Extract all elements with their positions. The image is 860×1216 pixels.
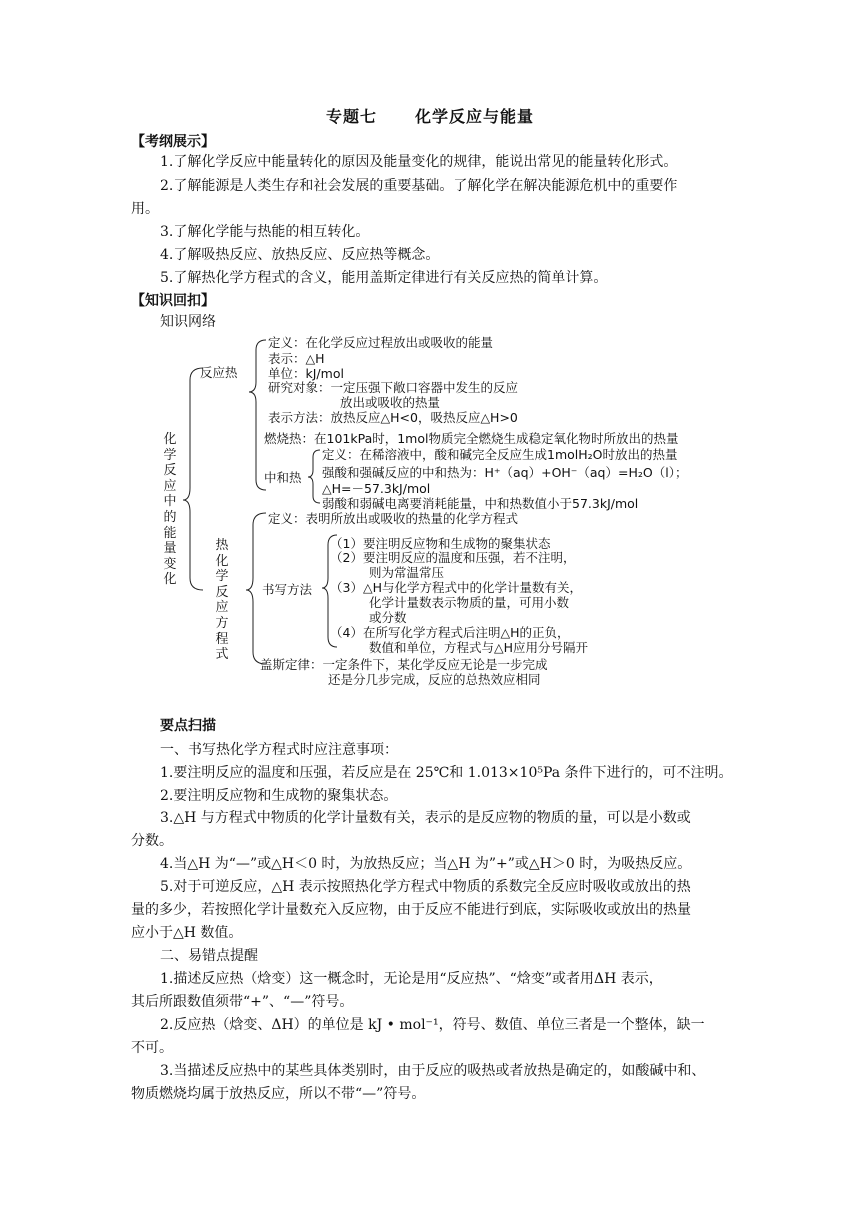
net-neutralization-definition: 定义：在稀溶液中，酸和碱完全反应生成1molH₂O时放出的热量 bbox=[322, 447, 678, 462]
neutralization-heat-label: 中和热 bbox=[264, 470, 302, 485]
error-point-1-cont: 其后所跟数值须带“+”、“—”符号。 bbox=[131, 994, 354, 1010]
ydsm-point-3: 3.△H 与方程式中物质的化学计量数有关，表示的是反应物的物质的量，可以是小数或 bbox=[160, 810, 691, 826]
title-name: 化学反应与能量 bbox=[415, 107, 535, 126]
error-point-2-cont: 不可。 bbox=[131, 1040, 173, 1056]
net-combustion-heat: 燃烧热：在101kPa时，1mol物质完全燃烧生成稳定氧化物时所放出的热量 bbox=[264, 431, 679, 446]
net-writing-rule-3-cont2: 或分数 bbox=[369, 610, 407, 625]
kgzs-item-1: 1.了解化学反应中能量转化的原因及能量变化的规律，能说出常见的能量转化形式。 bbox=[160, 154, 678, 170]
network-label: 知识网络 bbox=[160, 314, 216, 330]
net-hess-law: 盖斯定律：一定条件下，某化学反应无论是一步完成 bbox=[260, 657, 548, 672]
ydsm-point-5: 5.对于可逆反应，△H 表示按照热化学方程式中物质的系数完全反应时吸收或放出的热 bbox=[160, 879, 691, 895]
section-heading-ydsm: 要点扫描 bbox=[160, 718, 216, 734]
title-number: 专题七 bbox=[325, 107, 377, 126]
net-writing-rule-4: （4）在所写化学方程式后注明△H的正负， bbox=[330, 625, 570, 640]
net-weak-acid-base: 弱酸和弱碱电离要消耗能量，中和热数值小于57.3kJ/mol bbox=[322, 496, 639, 511]
net-hess-law-cont: 还是分几步完成，反应的总热效应相同 bbox=[328, 672, 541, 687]
ydsm-subheading-1: 一、书写热化学方程式时应注意事项： bbox=[160, 742, 398, 758]
net-writing-rule-4-cont: 数值和单位，方程式与△H应用分号隔开 bbox=[369, 640, 589, 655]
ydsm-point-3-cont: 分数。 bbox=[131, 833, 173, 849]
kgzs-item-5: 5.了解热化学方程式的含义，能用盖斯定律进行有关反应热的简单计算。 bbox=[160, 270, 608, 286]
error-point-2: 2.反应热（焓变、ΔH）的单位是 kJ • mol⁻¹，符号、数值、单位三者是一个整体，缺一 bbox=[160, 1017, 705, 1033]
section-heading-zshk: 【知识回扣】 bbox=[131, 293, 215, 309]
net-symbol: 表示：△H bbox=[268, 351, 325, 366]
reaction-equation-label: 热化学反应方程式 bbox=[215, 538, 229, 663]
ydsm-point-5-cont: 量的多少，若按照化学计量数充入反应物，由于反应不能进行到底，实际吸收或放出的热量 bbox=[131, 902, 691, 918]
ydsm-point-1: 1.要注明反应的温度和压强，若反应是在 25℃和 1.013×10⁵Pa 条件下进行的，可不注明。 bbox=[160, 765, 733, 781]
ydsm-point-2: 2.要注明反应物和生成物的聚集状态。 bbox=[160, 788, 398, 804]
net-research-object-cont: 放出或吸收的热量 bbox=[340, 395, 441, 410]
kgzs-item-3: 3.了解化学能与热能的相互转化。 bbox=[160, 224, 370, 240]
net-notation-method: 表示方法：放热反应△H<0，吸热反应△H>0 bbox=[268, 410, 518, 425]
net-writing-rule-2-cont: 则为常温常压 bbox=[369, 565, 445, 580]
writing-method-label: 书写方法 bbox=[262, 582, 313, 597]
net-writing-rule-1: （1）要注明反应物和生成物的聚集状态 bbox=[330, 536, 551, 551]
ydsm-point-4: 4.当△H 为“—”或△H＜0 时，为放热反应；当△H 为”+”或△H＞0 时，为吸热反应。 bbox=[160, 856, 692, 872]
net-delta-h-value: △H=－57.3kJ/mol bbox=[322, 481, 431, 496]
reaction-heat-label: 反应热 bbox=[200, 365, 238, 380]
error-point-3-cont: 物质燃烧均属于放热反应，所以不带“—”符号。 bbox=[131, 1086, 426, 1102]
net-unit: 单位：kJ/mol bbox=[268, 366, 344, 381]
net-equation-definition: 定义：表明所放出或吸收的热量的化学方程式 bbox=[268, 511, 519, 526]
kgzs-item-4: 4.了解吸热反应、放热反应、反应热等概念。 bbox=[160, 247, 440, 263]
error-point-1: 1.描述反应热（焓变）这一概念时，无论是用“反应热”、“焓变”或者用ΔH 表示， bbox=[160, 971, 663, 987]
ydsm-subheading-2: 二、易错点提醒 bbox=[160, 948, 258, 964]
error-point-3: 3.当描述反应热中的某些具体类别时，由于反应的吸热或者放热是确定的，如酸碱中和、 bbox=[160, 1063, 706, 1079]
section-heading-kgzs: 【考纲展示】 bbox=[131, 134, 215, 150]
net-writing-rule-2: （2）要注明反应的温度和压强，若不注明， bbox=[330, 550, 576, 565]
net-research-object: 研究对象：一定压强下敞口容器中发生的反应 bbox=[268, 380, 519, 395]
net-strong-acid-base: 强酸和强碱反应的中和热为：H⁺（aq）+OH⁻（aq）=H₂O（l）； bbox=[322, 465, 688, 480]
net-writing-rule-3-cont: 化学计量数表示物质的量，可用小数 bbox=[369, 595, 570, 610]
net-writing-rule-3: （3）△H与化学方程式中的化学计量数有关， bbox=[330, 580, 582, 595]
ydsm-point-5-cont2: 应小于△H 数值。 bbox=[131, 925, 243, 941]
network-root-label: 化学反应中的能量变化 bbox=[163, 432, 177, 588]
net-definition: 定义：在化学反应过程放出或吸收的能量 bbox=[268, 335, 494, 350]
kgzs-item-2: 2.了解能源是人类生存和社会发展的重要基础。了解化学在解决能源危机中的重要作 bbox=[160, 178, 678, 194]
kgzs-item-2-cont: 用。 bbox=[131, 201, 159, 217]
